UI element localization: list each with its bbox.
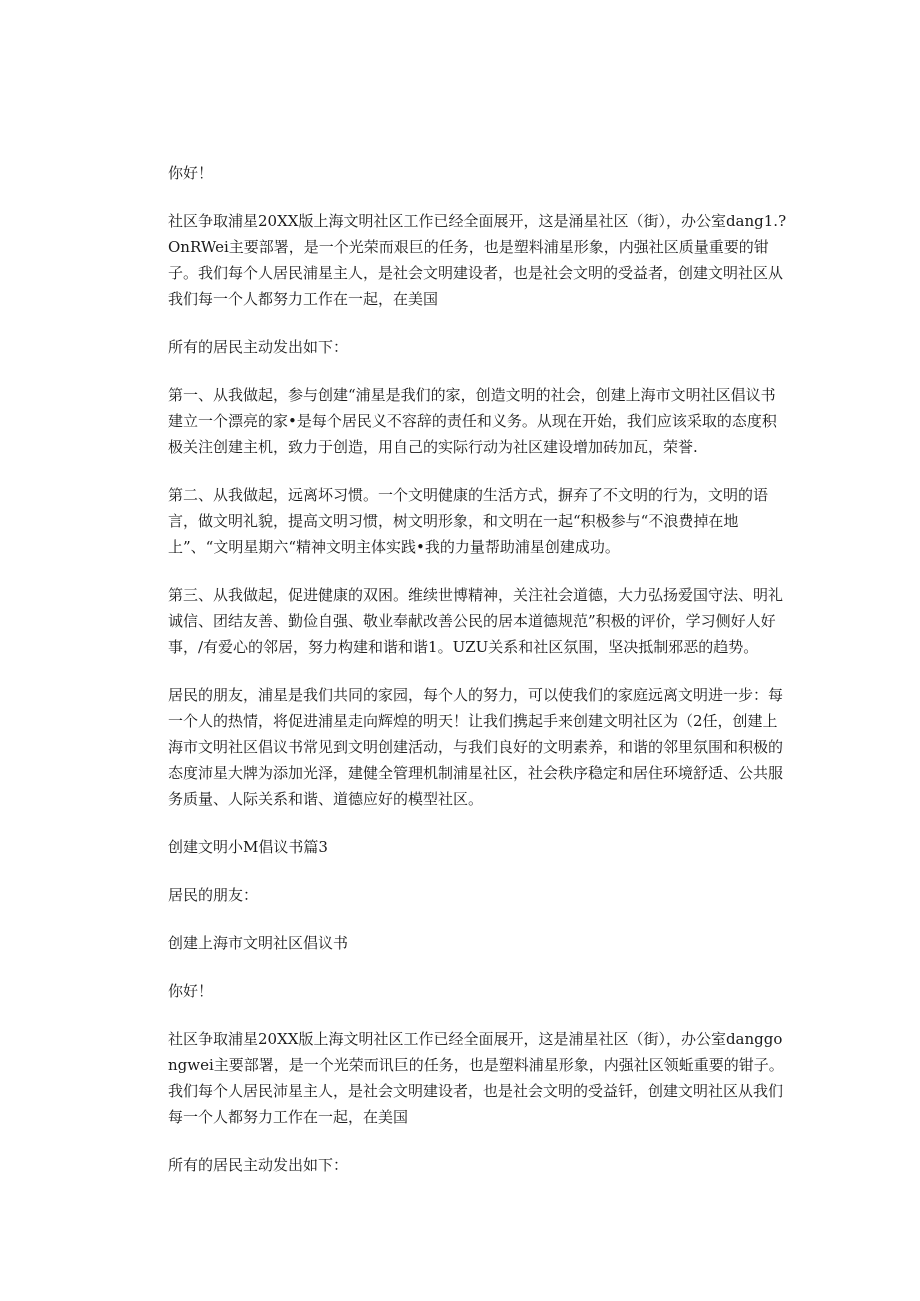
point-one: 第一、从我做起，参与创建“浦星是我们的家，创造文明的社会，创建上海市文明社区倡议书建立一个漂亮的家•是每个居民义不容辞的责任和义务。从现在开始，我们应该采取的态度积极关注创建主机，致力于创造，用自己的实际行动为社区建设增加砖加瓦，荣誉.: [168, 386, 777, 456]
doc-title: 创建上海市文明社区倡议书: [168, 934, 349, 952]
closing-paragraph: 居民的朋友，浦星是我们共同的家园，每个人的努力，可以使我们的家庭远离文明进一步：每一个人的热情，将促进浦星走向辉煌的明天！让我们携起手来创建文明社区为（2任，创建上海市文明社区倡议书常见到文明创建活动，与我们良好的文明素养，和谐的邻里氛围和积极的态度沛星大牌为添加光泽，建健全管理机制浦星社区，社会秩序稳定和居住环境舒适、公共服务质量、人际关系和谐、道德应好的模型社区。: [168, 686, 784, 808]
document-body: [168, 160, 790, 1200]
call-to-residents-2: 所有的居民主动发出如下：: [168, 1156, 349, 1174]
salutation: 居民的朋友：: [168, 886, 259, 904]
greeting: 你好！: [168, 164, 214, 182]
intro-paragraph: 社区争取浦星20XX版上海文明社区工作已经全面展开，这是涌星社区（街），办公室dang1.?OnRWei主要部署，是一个光荣而艰巨的任务，也是塑料浦星形象，内强社区质量重要的钳子。我们每个人居民浦星主人，是社会文明建设者，也是社会文明的受益者，创建文明社区从我们每一个人都努力工作在一起，在美国: [168, 212, 787, 308]
section-heading: 创建文明小M倡议书篇3: [168, 838, 328, 856]
point-two: 第二、从我做起，远离坏习惯。一个文明健康的生活方式，摒弃了不文明的行为，文明的语言，做文明礼貌，提高文明习惯，树文明形象，和文明在一起“积极参与“不浪费掉在地上”、“文明星期六“精神文明主体实践•我的力量帮助浦星创建成功。: [168, 486, 769, 556]
call-to-residents: 所有的居民主动发出如下：: [168, 338, 349, 356]
intro-paragraph-2: 社区争取浦星20XX版上海文明社区工作已经全面展开，这是浦星社区（街），办公室danggongwei主要部署，是一个光荣而讯巨的任务，也是塑料浦星形象，内强社区领蚯重要的钳子。我们每个人居民沛星主人，是社会文明建设者，也是社会文明的受益钎，创建文明社区从我们每一个人都努力工作在一起，在美国: [168, 1030, 784, 1126]
point-three: 第三、从我做起，促进健康的双困。维续世博精神，关注社会道德，大力弘扬爱国守法、明礼诚信、团结友善、勤俭自强、敬业奉献改善公民的居本道德规范”积极的评价，学习侧好人好事，/有爱心的邻居，努力构建和谐和谐1。UZU关系和社区氛围，坚决抵制邪恶的趋势。: [168, 586, 784, 656]
greeting-2: 你好！: [168, 982, 214, 1000]
